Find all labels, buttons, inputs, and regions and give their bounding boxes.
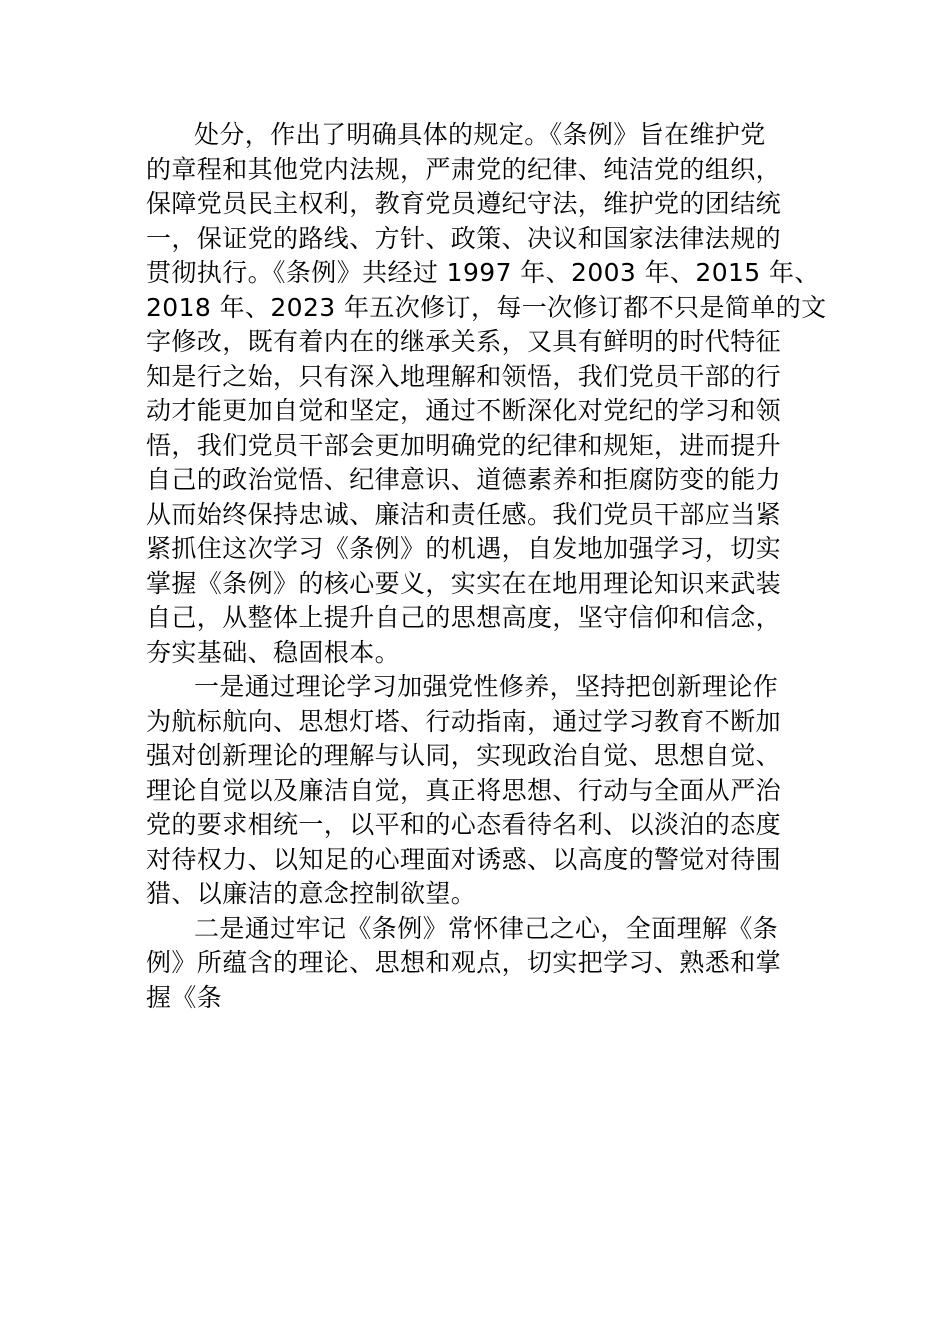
text-line: 握《条 — [146, 982, 223, 1012]
paragraph-start-line: 二是通过牢记《条例》常怀律己之心，全面理解《条 — [194, 913, 779, 943]
text-line: 紧抓住这次学习《条例》的机遇，自发地加强学习，切实 — [146, 534, 782, 563]
text-line: 的章程和其他党内法规，严肃党的纪律、纯洁党的组织， — [146, 154, 782, 184]
text-line: 保障党员民主权利，教育党员遵纪守法，维护党的团结统 — [146, 189, 782, 218]
text-line: 知是行之始，只有深入地理解和领悟，我们党员干部的行 — [146, 361, 782, 391]
text-line: 掌握《条例》的核心要义，实实在在地用理论知识来武装 — [146, 568, 782, 598]
text-line: 一，保证党的路线、方针、政策、决议和国家法律法规的 — [146, 223, 782, 253]
text-line: 夯实基础、稳固根本。 — [146, 637, 401, 667]
text-line: 字修改，既有着内在的继承关系，又具有鲜明的时代特征 — [146, 327, 782, 356]
text-line: 动才能更加自觉和坚定，通过不断深化对党纪的学习和领 — [146, 396, 782, 425]
text-line: 贯彻执行。《条例》共经过 1997 年、2003 年、2015 年、 — [146, 258, 820, 287]
paragraph-start-line: 一是通过理论学习加强党性修养，坚持把创新理论作 — [194, 672, 779, 701]
document-body — [146, 118, 827, 1015]
text-line: 2018 年、2023 年五次修订，每一次修订都不只是简单的文 — [146, 292, 827, 322]
text-line: 强对创新理论的理解与认同，实现政治自觉、思想自觉、 — [146, 741, 782, 770]
text-line: 对待权力、以知足的心理面对诱惑、以高度的警觉对待围 — [146, 844, 782, 874]
text-line: 例》所蕴含的理论、思想和观点，切实把学习、熟悉和掌 — [146, 948, 782, 977]
text-line: 处分，作出了明确具体的规定。《条例》旨在维护党 — [194, 120, 766, 149]
text-line: 自己的政治觉悟、纪律意识、道德素养和拒腐防变的能力 — [146, 465, 782, 494]
text-line: 自己，从整体上提升自己的思想高度，坚守信仰和信念， — [146, 603, 782, 632]
text-line: 理论自觉以及廉洁自觉，真正将思想、行动与全面从严治 — [146, 775, 782, 805]
text-line: 猎、以廉洁的意念控制欲望。 — [146, 879, 477, 908]
text-line: 为航标航向、思想灯塔、行动指南，通过学习教育不断加 — [146, 706, 782, 736]
text-line: 党的要求相统一，以平和的心态看待名利、以淡泊的态度 — [146, 810, 782, 839]
text-line: 悟，我们党员干部会更加明确党的纪律和规矩，进而提升 — [146, 430, 782, 460]
text-line: 从而始终保持忠诚、廉洁和责任感。我们党员干部应当紧 — [146, 499, 782, 529]
